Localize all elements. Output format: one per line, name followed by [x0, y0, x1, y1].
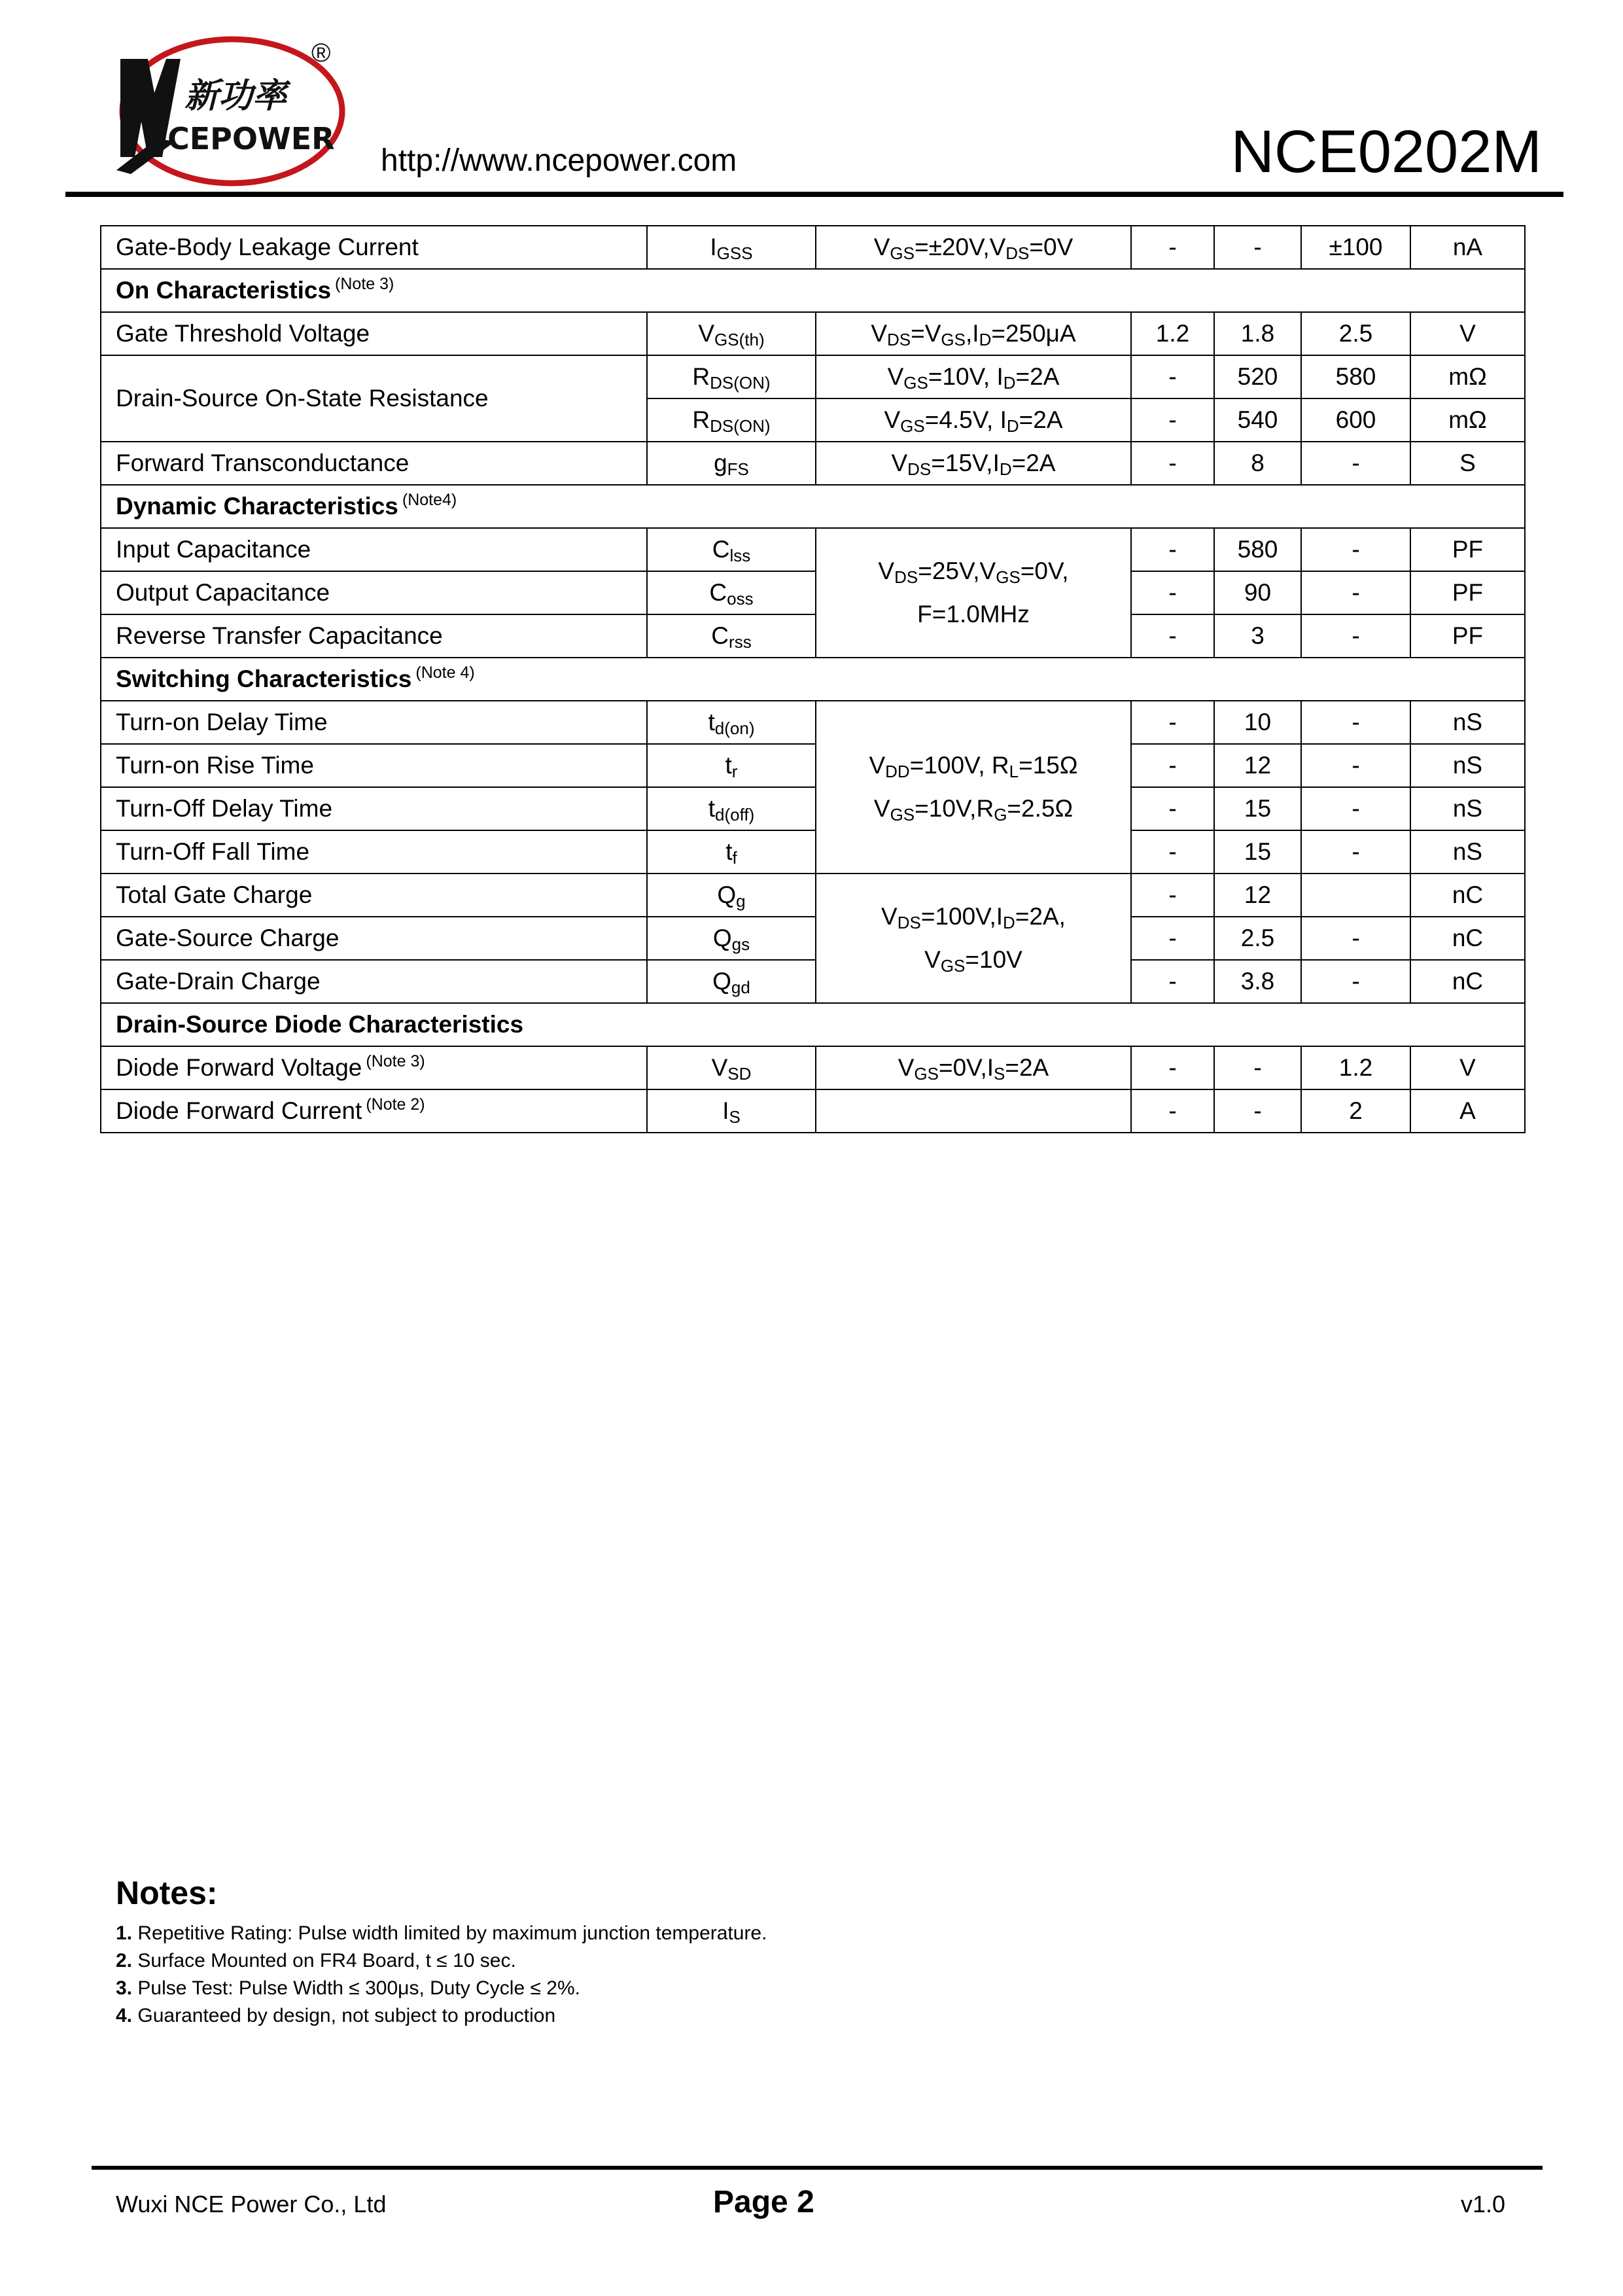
min-value: - — [1131, 528, 1214, 571]
param-symbol: $t_r$ — [647, 744, 816, 787]
company-logo — [111, 34, 347, 191]
param-symbol: $t_{d(on)}$ — [647, 701, 816, 744]
param-name: Diode Forward Current $^{(Note 2)}$ — [101, 1089, 647, 1133]
electrical-characteristics-table — [100, 225, 1526, 1133]
unit: mΩ — [1410, 355, 1525, 398]
min-value: - — [1131, 355, 1214, 398]
min-value: - — [1131, 744, 1214, 787]
param-name: Diode Forward Voltage $^{(Note 3)}$ — [101, 1046, 647, 1089]
part-number: NCE0202M — [1230, 118, 1542, 185]
param-symbol: $C_{oss}$ — [647, 571, 816, 614]
table-row — [101, 226, 1525, 269]
min-value: - — [1131, 614, 1214, 658]
max-value: - — [1301, 830, 1410, 874]
param-name: Turn-on Delay Time — [101, 701, 647, 744]
max-value: - — [1301, 787, 1410, 830]
table-row — [101, 1089, 1525, 1133]
section-row — [101, 1003, 1525, 1046]
table-row — [101, 614, 1525, 658]
unit: V — [1410, 1046, 1525, 1089]
param-symbol: $C_{rss}$ — [647, 614, 816, 658]
param-name: Drain-Source On-State Resistance — [101, 355, 647, 442]
test-condition: $V_{DS}=V_{GS},I_D=250\mu A$ — [816, 312, 1131, 355]
min-value: - — [1131, 874, 1214, 917]
logo-brand-text: CEPOWER — [167, 121, 335, 156]
page-number: Page 2 — [713, 2185, 814, 2219]
typ-value: - — [1214, 226, 1301, 269]
note-item: 4. Guaranteed by design, not subject to production — [116, 2005, 556, 2026]
typ-value: 8 — [1214, 442, 1301, 485]
max-value: - — [1301, 701, 1410, 744]
typ-value: - — [1214, 1089, 1301, 1133]
min-value: - — [1131, 442, 1214, 485]
unit: nC — [1410, 960, 1525, 1003]
param-name: Input Capacitance — [101, 528, 647, 571]
typ-value: 540 — [1214, 398, 1301, 442]
header-divider — [65, 192, 1563, 197]
param-name: Gate Threshold Voltage — [101, 312, 647, 355]
footer-divider — [92, 2166, 1543, 2170]
unit: mΩ — [1410, 398, 1525, 442]
min-value: 1.2 — [1131, 312, 1214, 355]
param-symbol: $Q_g$ — [647, 874, 816, 917]
min-value: - — [1131, 830, 1214, 874]
test-condition: $V_{GS}=10V$, $I_D=2A$ — [816, 355, 1131, 398]
table-row — [101, 442, 1525, 485]
unit: nS — [1410, 744, 1525, 787]
table-row — [101, 830, 1525, 874]
section-row — [101, 658, 1525, 701]
min-value: - — [1131, 701, 1214, 744]
unit: nS — [1410, 787, 1525, 830]
param-symbol: $V_{GS(th)}$ — [647, 312, 816, 355]
max-value — [1301, 874, 1410, 917]
footer-company: Wuxi NCE Power Co., Ltd — [116, 2191, 387, 2217]
max-value: 580 — [1301, 355, 1410, 398]
unit: nC — [1410, 917, 1525, 960]
param-symbol: $Q_{gs}$ — [647, 917, 816, 960]
max-value: 1.2 — [1301, 1046, 1410, 1089]
test-condition: $V_{DD}=100V$, $R_L=15\Omega$ $V_{GS}=10V,R_G=2.5\Omega$ — [816, 701, 1131, 874]
param-symbol: $t_{d(off)}$ — [647, 787, 816, 830]
table-row — [101, 701, 1525, 744]
param-symbol: $t_f$ — [647, 830, 816, 874]
test-condition: $V_{GS}=\pm 20V,V_{DS}=0V$ — [816, 226, 1131, 269]
table-row — [101, 744, 1525, 787]
param-symbol: $C_{lss}$ — [647, 528, 816, 571]
section-header: Drain-Source Diode Characteristics — [101, 1003, 1525, 1046]
min-value: - — [1131, 226, 1214, 269]
section-header: Switching Characteristics $^{(Note 4)}$ — [101, 658, 1525, 701]
param-symbol: $V_{SD}$ — [647, 1046, 816, 1089]
typ-value: 10 — [1214, 701, 1301, 744]
unit: S — [1410, 442, 1525, 485]
typ-value: 3 — [1214, 614, 1301, 658]
note-item: 3. Pulse Test: Pulse Width ≤ 300μs, Duty Cycle ≤ 2%. — [116, 1977, 580, 1999]
notes-list — [116, 1920, 767, 2030]
min-value: - — [1131, 787, 1214, 830]
typ-value: 3.8 — [1214, 960, 1301, 1003]
max-value: 2.5 — [1301, 312, 1410, 355]
param-name: Turn-on Rise Time — [101, 744, 647, 787]
table-row — [101, 355, 1525, 398]
note-item: 1. Repetitive Rating: Pulse width limited by maximum junction temperature. — [116, 1922, 767, 1944]
param-name: Gate-Source Charge — [101, 917, 647, 960]
max-value: - — [1301, 442, 1410, 485]
test-condition: $V_{DS}=15V,I_D=2A$ — [816, 442, 1131, 485]
registered-mark: ® — [311, 39, 331, 67]
min-value: - — [1131, 571, 1214, 614]
param-name: Total Gate Charge — [101, 874, 647, 917]
typ-value: 15 — [1214, 787, 1301, 830]
table-row — [101, 874, 1525, 917]
min-value: - — [1131, 960, 1214, 1003]
typ-value: - — [1214, 1046, 1301, 1089]
test-condition: $V_{GS}=0V,I_S=2A$ — [816, 1046, 1131, 1089]
param-symbol: $Q_{gd}$ — [647, 960, 816, 1003]
table-row — [101, 960, 1525, 1003]
max-value: - — [1301, 571, 1410, 614]
logo-chinese-text: 新功率 — [184, 77, 287, 116]
unit: nC — [1410, 874, 1525, 917]
typ-value: 90 — [1214, 571, 1301, 614]
min-value: - — [1131, 1089, 1214, 1133]
typ-value: 520 — [1214, 355, 1301, 398]
table-row — [101, 571, 1525, 614]
max-value: - — [1301, 960, 1410, 1003]
param-name: Output Capacitance — [101, 571, 647, 614]
max-value: - — [1301, 744, 1410, 787]
unit: nS — [1410, 701, 1525, 744]
min-value: - — [1131, 917, 1214, 960]
typ-value: 15 — [1214, 830, 1301, 874]
section-header: On Characteristics $^{(Note 3)}$ — [101, 269, 1525, 312]
typ-value: 580 — [1214, 528, 1301, 571]
typ-value: 12 — [1214, 874, 1301, 917]
min-value: - — [1131, 398, 1214, 442]
test-condition — [816, 1089, 1131, 1133]
param-symbol: $g_{FS}$ — [647, 442, 816, 485]
max-value: ±100 — [1301, 226, 1410, 269]
max-value: 2 — [1301, 1089, 1410, 1133]
test-condition: $V_{DS}=100V,I_D=2A$, $V_{GS}=10V$ — [816, 874, 1131, 1003]
param-name: Turn-Off Fall Time — [101, 830, 647, 874]
max-value: 600 — [1301, 398, 1410, 442]
min-value: - — [1131, 1046, 1214, 1089]
note-item: 2. Surface Mounted on FR4 Board, t ≤ 10 sec. — [116, 1950, 516, 1971]
table-row — [101, 917, 1525, 960]
param-symbol: $I_{GSS}$ — [647, 226, 816, 269]
max-value: - — [1301, 528, 1410, 571]
param-symbol: $I_S$ — [647, 1089, 816, 1133]
section-row — [101, 485, 1525, 528]
unit: nA — [1410, 226, 1525, 269]
notes-title: Notes: — [116, 1875, 218, 1911]
section-header: Dynamic Characteristics $^{(Note4)}$ — [101, 485, 1525, 528]
typ-value: 2.5 — [1214, 917, 1301, 960]
unit: PF — [1410, 571, 1525, 614]
param-name: Gate-Drain Charge — [101, 960, 647, 1003]
max-value: - — [1301, 614, 1410, 658]
param-name: Gate-Body Leakage Current — [101, 226, 647, 269]
param-symbol: $R_{DS(ON)}$ — [647, 355, 816, 398]
header-url[interactable]: http://www.ncepower.com — [381, 143, 737, 178]
typ-value: 1.8 — [1214, 312, 1301, 355]
param-name: Reverse Transfer Capacitance — [101, 614, 647, 658]
param-symbol: $R_{DS(ON)}$ — [647, 398, 816, 442]
unit: nS — [1410, 830, 1525, 874]
unit: V — [1410, 312, 1525, 355]
typ-value: 12 — [1214, 744, 1301, 787]
section-row — [101, 269, 1525, 312]
unit: PF — [1410, 614, 1525, 658]
param-name: Forward Transconductance — [101, 442, 647, 485]
table-row — [101, 1046, 1525, 1089]
max-value: - — [1301, 917, 1410, 960]
param-name: Turn-Off Delay Time — [101, 787, 647, 830]
unit: PF — [1410, 528, 1525, 571]
test-condition: $V_{DS}=25V,V_{GS}=0V$, F=1.0MHz — [816, 528, 1131, 658]
table-row — [101, 528, 1525, 571]
table-row — [101, 787, 1525, 830]
unit: A — [1410, 1089, 1525, 1133]
doc-version: v1.0 — [1460, 2191, 1505, 2217]
test-condition: $V_{GS}=4.5V$, $I_D=2A$ — [816, 398, 1131, 442]
table-row — [101, 312, 1525, 355]
